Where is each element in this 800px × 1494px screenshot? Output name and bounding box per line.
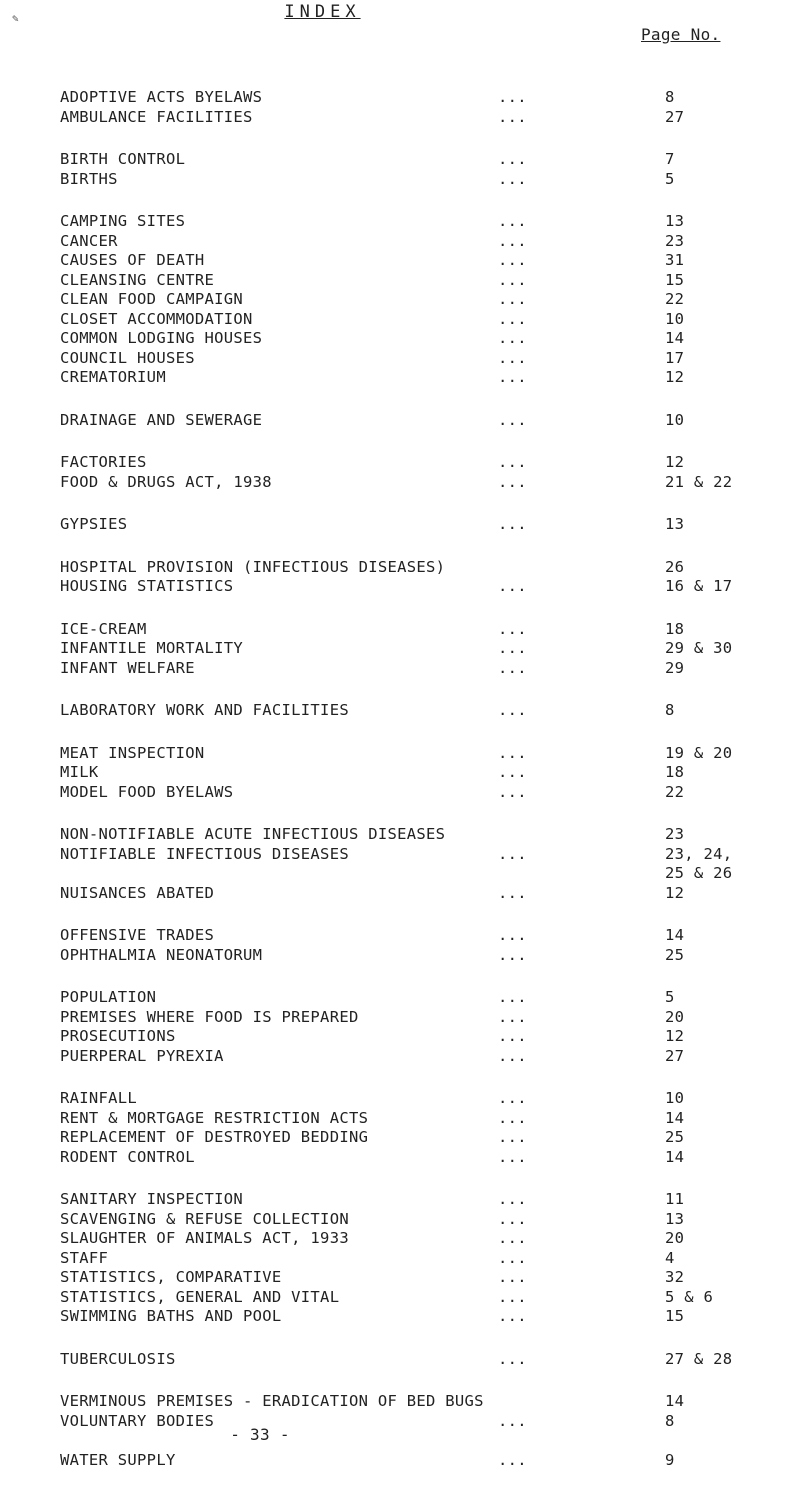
entry-page-number: 12 [665,368,685,386]
entry-label: ICE-CREAM [60,619,147,638]
entry-page-number: 7 [665,150,675,168]
index-entry [60,1249,800,1269]
index-entry [60,473,800,493]
entry-page-number: 13 [665,515,685,533]
index-entry [60,558,800,578]
index-group [60,1089,800,1167]
entry-leader-dots: ... [498,169,527,188]
entry-page-number: 8 [665,1411,675,1430]
index-entry [60,515,800,535]
entry-label: RAINFALL [60,1089,138,1107]
entry-leader-dots: ... [498,368,527,386]
entry-leader-dots: ... [498,1089,527,1107]
entry-page-number: 23, 24, [665,844,733,863]
entry-leader-dots: ... [498,945,527,964]
entry-page-number: 14 [665,1108,685,1127]
entry-label: REPLACEMENT OF DESTROYED BEDDING [60,1128,369,1146]
entry-label: BIRTH CONTROL [60,150,186,168]
index-entry [60,1190,800,1210]
entry-leader-dots: ... [498,212,527,230]
entry-page-number: 9 [665,1451,675,1469]
entry-page-number: 15 [665,270,685,289]
entry-page-number: 25 & 26 [665,864,733,882]
index-group [60,150,800,189]
entry-label: FOOD & DRUGS ACT, 1938 [60,472,272,491]
entry-label: INFANT WELFARE [60,658,195,677]
entry-page-number: 18 [665,763,685,781]
index-entry [60,150,800,170]
entry-leader-dots: ... [498,251,527,269]
index-entry [60,845,800,865]
entry-page-number: 13 [665,212,685,230]
index-group [60,515,800,535]
index-entry [60,1307,800,1327]
entry-leader-dots: ... [498,107,527,126]
index-group [60,453,800,492]
index-entry [60,251,800,271]
entry-leader-dots: ... [498,743,527,762]
entry-page-number: 17 [665,348,685,367]
entry-leader-dots: ... [498,453,527,471]
entry-label: CREMATORIUM [60,368,166,386]
entry-page-number: 5 & 6 [665,1287,714,1306]
entry-leader-dots: ... [498,1108,527,1127]
index-entry [60,620,800,640]
entry-page-number: 10 [665,309,685,328]
index-entry [60,639,800,659]
entry-leader-dots: ... [498,763,527,781]
index-entry [60,1008,800,1028]
entry-page-number: 8 [665,88,675,106]
entry-page-number: 16 & 17 [665,577,733,595]
entry-leader-dots: ... [498,231,527,250]
entry-label: RODENT CONTROL [60,1147,195,1166]
entry-leader-dots: ... [498,290,527,308]
index-entry [60,411,800,431]
index-group [60,620,800,679]
entry-label: COUNCIL HOUSES [60,348,195,367]
entry-leader-dots: ... [498,150,527,168]
entry-page-number: 12 [665,1027,685,1045]
page-no-label: Page No. [641,25,721,44]
entry-leader-dots: ... [498,782,527,801]
entry-page-number: 18 [665,619,685,638]
entry-page-number: 20 [665,1007,685,1026]
index-entry [60,1027,800,1047]
index-entry [60,329,800,349]
entry-label: MODEL FOOD BYELAWS [60,782,234,801]
index-group [60,744,800,803]
entry-label: CAUSES OF DEATH [60,251,205,269]
entry-page-number: 26 [665,557,685,576]
entry-label: VERMINOUS PREMISES - ERADICATION OF BED BUGS [60,1392,484,1410]
index-entry [60,1089,800,1109]
entry-leader-dots: ... [498,844,527,863]
index-entry [60,1210,800,1230]
entry-label: WATER SUPPLY [60,1451,176,1469]
index-entry [60,88,800,108]
entry-label: ADOPTIVE ACTS BYELAWS [60,88,263,106]
entry-label: OPHTHALMIA NEONATORUM [60,945,263,964]
index-group [60,1350,800,1370]
entry-label: AMBULANCE FACILITIES [60,107,253,126]
entry-leader-dots: ... [498,926,527,944]
entry-page-number: 31 [665,251,685,269]
entry-leader-dots: ... [498,1128,527,1146]
entry-page-number: 29 [665,658,685,677]
entry-page-number: 21 & 22 [665,472,733,491]
index-entry [60,1288,800,1308]
entry-leader-dots: ... [498,639,527,657]
entry-page-number: 4 [665,1248,675,1267]
index-group [60,88,800,127]
entry-leader-dots: ... [498,1287,527,1306]
entry-label: CLOSET ACCOMMODATION [60,309,253,328]
entry-label: RENT & MORTGAGE RESTRICTION ACTS [60,1108,369,1127]
entry-page-number: 14 [665,926,685,944]
entry-label: STAFF [60,1248,109,1267]
entry-label: CAMPING SITES [60,212,186,230]
index-entry [60,988,800,1008]
entry-page-number: 32 [665,1268,685,1286]
entry-leader-dots: ... [498,658,527,677]
index-group [60,988,800,1066]
entry-page-number: 20 [665,1229,685,1247]
entry-label: HOSPITAL PROVISION (INFECTIOUS DISEASES) [60,557,446,576]
entry-label: CLEAN FOOD CAMPAIGN [60,290,244,308]
index-entry [60,212,800,232]
index-entry [60,453,800,473]
entry-label: SCAVENGING & REFUSE COLLECTION [60,1209,349,1228]
entry-page-number: 25 [665,1128,685,1146]
entry-leader-dots: ... [498,348,527,367]
index-group [60,1190,800,1327]
entry-label: SANITARY INSPECTION [60,1190,244,1208]
index-entry [60,577,800,597]
entry-label: STATISTICS, GENERAL AND VITAL [60,1287,340,1306]
entry-label: SLAUGHTER OF ANIMALS ACT, 1933 [60,1229,349,1247]
index-entry [60,290,800,310]
index-entry [60,1047,800,1067]
index-entry [60,232,800,252]
entry-page-number: 11 [665,1190,685,1208]
entry-label: CLEANSING CENTRE [60,270,215,289]
entry-leader-dots: ... [498,1147,527,1166]
entry-label: NON-NOTIFIABLE ACUTE INFECTIOUS DISEASES [60,825,446,843]
index-entry [60,763,800,783]
index-group [60,701,800,721]
entry-label: PREMISES WHERE FOOD IS PREPARED [60,1007,359,1026]
index-entry [60,1350,800,1370]
entry-leader-dots: ... [498,472,527,491]
index-entry [60,864,800,884]
entry-page-number: 14 [665,329,685,347]
index-entries [60,88,800,1494]
entry-leader-dots: ... [498,619,527,638]
index-group [60,558,800,597]
entry-leader-dots: ... [498,1027,527,1045]
entry-page-number: 10 [665,1089,685,1107]
entry-label: OFFENSIVE TRADES [60,926,215,944]
entry-label: VOLUNTARY BODIES [60,1411,215,1430]
corner-mark: ✎ [12,12,19,25]
index-entry [60,368,800,388]
entry-page-number: 22 [665,290,685,308]
index-entry [60,271,800,291]
entry-label: CANCER [60,231,118,250]
entry-label: HOUSING STATISTICS [60,577,234,595]
entry-page-number: 22 [665,782,685,801]
entry-page-number: 8 [665,701,675,719]
entry-label: INFANTILE MORTALITY [60,639,244,657]
entry-label: SWIMMING BATHS AND POOL [60,1307,282,1325]
index-entry [60,1128,800,1148]
index-entry [60,946,800,966]
entry-leader-dots: ... [498,270,527,289]
index-entry [60,701,800,721]
entry-leader-dots: ... [498,988,527,1006]
index-entry [60,825,800,845]
entry-page-number: 14 [665,1147,685,1166]
entry-page-number: 13 [665,1209,685,1228]
entry-label: MEAT INSPECTION [60,743,205,762]
index-entry [60,659,800,679]
entry-page-number: 27 [665,107,685,126]
index-group [60,411,800,431]
entry-label: PROSECUTIONS [60,1027,176,1045]
index-entry [60,310,800,330]
entry-leader-dots: ... [498,1229,527,1247]
entry-label: MILK [60,763,99,781]
index-entry [60,170,800,190]
entry-page-number: 27 & 28 [665,1349,733,1368]
index-group [60,1451,800,1471]
index-title: INDEX [284,2,361,22]
entry-label: COMMON LODGING HOUSES [60,329,263,347]
entry-page-number: 25 [665,945,685,964]
entry-label: STATISTICS, COMPARATIVE [60,1268,282,1286]
entry-leader-dots: ... [498,577,527,595]
entry-leader-dots: ... [498,410,527,429]
entry-label: LABORATORY WORK AND FACILITIES [60,701,349,719]
entry-label: FACTORIES [60,453,147,471]
index-entry [60,1392,800,1412]
index-entry [60,744,800,764]
page-no-column-header [641,25,720,44]
entry-page-number: 14 [665,1392,685,1410]
index-entry [60,884,800,904]
index-entry [60,1148,800,1168]
index-entry [60,108,800,128]
entry-label: GYPSIES [60,515,128,533]
entry-page-number: 27 [665,1046,685,1065]
index-group [60,212,800,388]
entry-leader-dots: ... [498,88,527,106]
entry-page-number: 29 & 30 [665,639,733,657]
index-entry [60,783,800,803]
entry-label: TUBERCULOSIS [60,1349,176,1368]
entry-leader-dots: ... [498,1268,527,1286]
entry-leader-dots: ... [498,1248,527,1267]
entry-page-number: 12 [665,453,685,471]
entry-label: DRAINAGE AND SEWERAGE [60,410,263,429]
entry-leader-dots: ... [498,1451,527,1469]
entry-label: POPULATION [60,988,157,1006]
index-entry [60,349,800,369]
entry-leader-dots: ... [498,1007,527,1026]
entry-page-number: 12 [665,883,685,902]
index-entry [60,926,800,946]
index-entry [60,1109,800,1129]
entry-page-number: 15 [665,1307,685,1325]
entry-leader-dots: ... [498,701,527,719]
entry-page-number: 23 [665,825,685,843]
index-group [60,825,800,903]
entry-leader-dots: ... [498,1190,527,1208]
entry-label: NOTIFIABLE INFECTIOUS DISEASES [60,844,349,863]
entry-leader-dots: ... [498,1209,527,1228]
entry-page-number: 5 [665,988,675,1006]
index-entry [60,1451,800,1471]
index-entry [60,1268,800,1288]
entry-leader-dots: ... [498,1307,527,1325]
entry-label: NUISANCES ABATED [60,883,215,902]
index-group [60,926,800,965]
entry-leader-dots: ... [498,1411,527,1430]
entry-label: BIRTHS [60,169,118,188]
entry-leader-dots: ... [498,515,527,533]
entry-page-number: 5 [665,169,675,188]
entry-page-number: 10 [665,410,685,429]
entry-label: PUERPERAL PYREXIA [60,1046,224,1065]
index-entry [60,1229,800,1249]
entry-page-number: 19 & 20 [665,743,733,762]
entry-leader-dots: ... [498,1046,527,1065]
entry-leader-dots: ... [498,329,527,347]
entry-page-number: 23 [665,231,685,250]
footer-page-number: - 33 - [230,1425,290,1444]
entry-leader-dots: ... [498,1349,527,1368]
entry-leader-dots: ... [498,309,527,328]
entry-leader-dots: ... [498,883,527,902]
